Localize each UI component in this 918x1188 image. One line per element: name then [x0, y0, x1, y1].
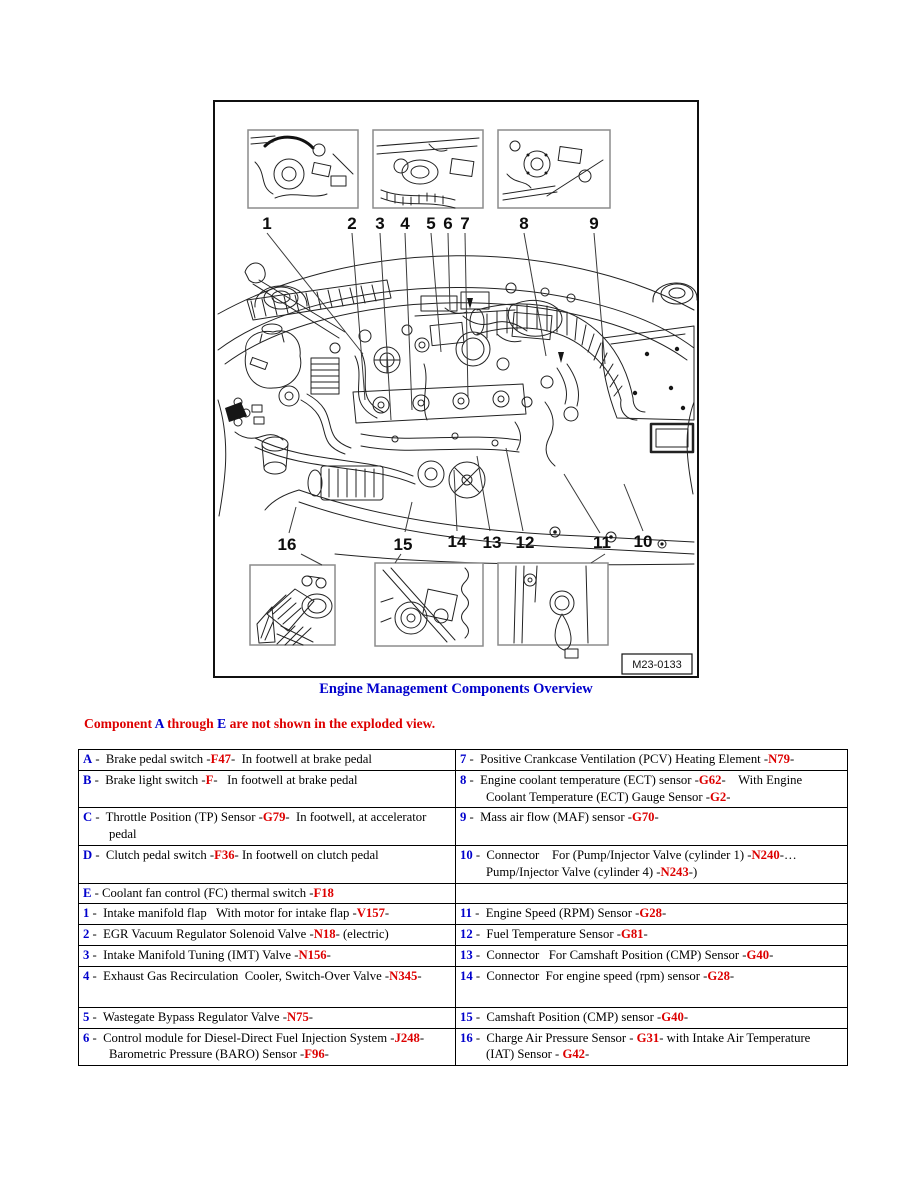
callout-8: 8 [519, 214, 529, 233]
callout-2: 2 [347, 214, 357, 233]
legend-cell-left: 2 - EGR Vacuum Regulator Solenoid Valve -N18- (electric) [79, 925, 456, 946]
leader-lines [267, 233, 643, 565]
legend-row [79, 808, 848, 846]
legend-cell-left: 3 - Intake Manifold Tuning (IMT) Valve -N156- [79, 945, 456, 966]
callout-4: 4 [400, 214, 410, 233]
callout-7: 7 [460, 214, 470, 233]
inset-top-3 [498, 130, 610, 208]
callout-12: 12 [515, 533, 535, 552]
legend-cell-left: 5 - Wastegate Bypass Regulator Valve -N75- [79, 1007, 456, 1028]
drawing-code-box [622, 654, 692, 674]
legend-cell-right: 11 - Engine Speed (RPM) Sensor -G28- [456, 904, 848, 925]
callout-13: 13 [482, 533, 502, 552]
inset-top-1 [248, 130, 358, 208]
legend-cell-left: D - Clutch pedal switch -F36- In footwell on clutch pedal [79, 845, 456, 883]
inset-bottom-11 [498, 563, 608, 658]
legend-cell-left: 4 - Exhaust Gas Recirculation Cooler, Switch-Over Valve -N345- [79, 966, 456, 1007]
legend-row [79, 750, 848, 771]
callout-14: 14 [447, 532, 467, 551]
callout-16: 16 [277, 535, 297, 554]
engine-diagram-svg [215, 102, 697, 676]
legend-cell-left: E - Coolant fan control (FC) thermal switch -F18 [79, 883, 456, 904]
legend-cell-left: 6 - Control module for Diesel-Direct Fuel Injection System -J248- Barometric Pressure (BARO) Sensor -F96- [79, 1028, 456, 1066]
callout-11: 11 [593, 533, 611, 552]
legend-table [78, 749, 848, 1066]
legend-cell-right [456, 883, 848, 904]
legend-cell-right: 14 - Connector For engine speed (rpm) sensor -G28- [456, 966, 848, 1007]
legend-cell-right: 10 - Connector For (Pump/Injector Valve (cylinder 1) -N240-… Pump/Injector Valve (cylinder 4) -N243-) [456, 845, 848, 883]
legend-row [79, 845, 848, 883]
legend-row [79, 945, 848, 966]
callout-numbers [262, 214, 652, 554]
legend-cell-left: C - Throttle Position (TP) Sensor -G79- In footwell, at accelerator pedal [79, 808, 456, 846]
callout-1: 1 [262, 214, 272, 233]
callout-9: 9 [589, 214, 599, 233]
figure-caption: Engine Management Components Overview [319, 681, 593, 697]
callout-3: 3 [375, 214, 385, 233]
legend-cell-right: 13 - Connector For Camshaft Position (CMP) Sensor -G40- [456, 945, 848, 966]
legend-cell-left: B - Brake light switch -F- In footwell at brake pedal [79, 770, 456, 808]
legend-cell-right: 7 - Positive Crankcase Ventilation (PCV) Heating Element -N79- [456, 750, 848, 771]
legend-cell-right: 16 - Charge Air Pressure Sensor - G31- with Intake Air Temperature (IAT) Sensor - G42- [456, 1028, 848, 1066]
legend-row [79, 770, 848, 808]
drawing-code-label: M23-0133 [632, 659, 682, 671]
legend-cell-right: 9 - Mass air flow (MAF) sensor -G70- [456, 808, 848, 846]
legend-cell-right: 8 - Engine coolant temperature (ECT) sensor -G62- With Engine Coolant Temperature (ECT) Gauge Sensor -G2- [456, 770, 848, 808]
inset-bottom-16 [250, 565, 335, 645]
legend-row [79, 966, 848, 1007]
inset-bottom-15 [375, 563, 483, 646]
note-text: Component A through E are not shown in the exploded view. [84, 716, 436, 731]
legend-row [79, 1028, 848, 1066]
engine-bay-art [218, 256, 697, 565]
callout-6: 6 [443, 214, 453, 233]
legend-row [79, 883, 848, 904]
legend-cell-right: 15 - Camshaft Position (CMP) sensor -G40- [456, 1007, 848, 1028]
legend-row [79, 904, 848, 925]
inset-top-2 [373, 130, 483, 208]
callout-5: 5 [426, 214, 436, 233]
legend-row [79, 925, 848, 946]
legend-cell-left: 1 - Intake manifold flap With motor for intake flap -V157- [79, 904, 456, 925]
callout-15: 15 [393, 535, 413, 554]
callout-10: 10 [633, 532, 653, 551]
engine-diagram-figure [213, 100, 699, 678]
legend-cell-left: A - Brake pedal switch -F47- In footwell at brake pedal [79, 750, 456, 771]
legend-row [79, 1007, 848, 1028]
legend-cell-right: 12 - Fuel Temperature Sensor -G81- [456, 925, 848, 946]
